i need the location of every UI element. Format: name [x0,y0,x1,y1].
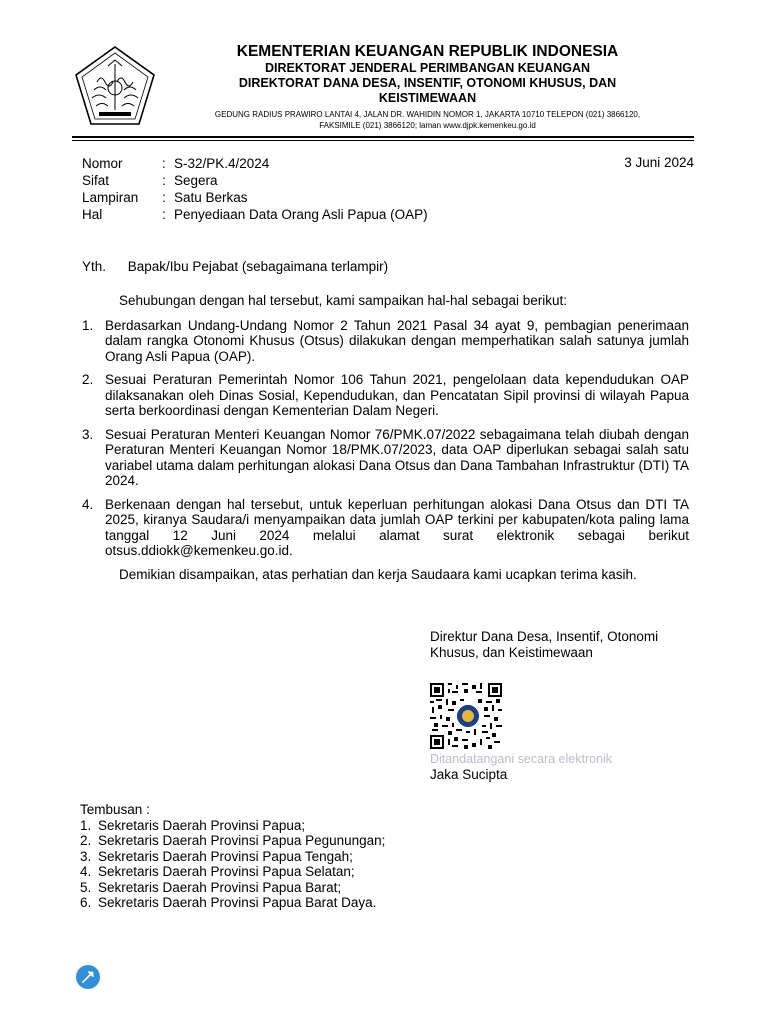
directorate-name-line2: KEISTIMEWAAN [378,91,477,105]
list-item [80,895,385,911]
cc-item-text: Sekretaris Daerah Provinsi Papua Tengah; [98,848,353,864]
cc-item-text: Sekretaris Daerah Provinsi Papua Pegunungan; [98,833,386,848]
qr-code-icon [430,683,502,749]
signatory-title [430,629,690,661]
carbon-copy-list [80,802,385,911]
letterhead-divider-thin [72,140,694,141]
letter-meta [82,155,694,223]
cc-item-number: 3. [80,848,92,864]
list-item-text: Berdasarkan Undang-Undang Nomor 2 Tahun 2021 Pasal 34 ayat 9, pembagian penerimaan dalam rangka Otonomi Khusus (Otsus) dilakukan dengan memperhatikan salah satunya jumlah Orang Asli Papua (OAP). [105,317,689,364]
closing-paragraph: Demikian disampaikan, atas perhatian dan kerja Saudaara kami ucapkan terima kasih. [119,566,637,582]
list-item [82,497,689,559]
meta-row-sifat [82,172,694,189]
cc-item-number: 1. [80,817,92,833]
cc-item-number: 2. [80,833,92,848]
meta-row-nomor [82,155,694,172]
list-item-text: Berkenaan dengan hal tersebut, untuk keperluan perhitungan alokasi Dana Otsus dan DTI TA 2025, kiranya Saudara/i menyampaikan data jumlah OAP terkini per kabupaten/kota paling lama tanggal 12 Juni 2024 melalui alamat surat elektronik sebagai berikut otsus.ddiokk@kemenkeu.go.id. [105,496,689,558]
electronic-signature-note: Ditandatangani secara elektronik [430,752,613,766]
ministry-name: KEMENTERIAN KEUANGAN REPUBLIK INDONESIA [236,43,619,60]
intro-paragraph: Sehubungan dengan hal tersebut, kami sampaikan hal-hal sebagai berikut: [119,293,568,308]
meta-row-hal [82,206,694,223]
meta-key: Sifat [82,173,110,188]
list-item-number: 4. [82,496,94,512]
directorate-general-name: DIREKTORAT JENDERAL PERIMBANGAN KEUANGAN [264,61,591,75]
cc-item-text: Sekretaris Daerah Provinsi Papua; [98,817,306,833]
office-address-line2: FAKSIMILE (021) 3866120; laman www.djpk.kemenkeu.go.id [319,121,536,130]
signatory-title-line1: Direktur Dana Desa, Insentif, Otonomi [430,629,659,644]
list-item [80,849,385,865]
letter-date: 3 Juni 2024 [624,155,694,170]
office-address-line1: GEDUNG RADIUS PRAWIRO LANTAI 4, JALAN DR. WAHIDIN NOMOR 1, JAKARTA 10710 TELEPON (021) 3866120, [214,110,641,119]
list-item [80,880,385,896]
meta-row-lampiran [82,189,694,206]
meta-key: Nomor [82,156,123,171]
cc-label: Tembusan : [80,802,150,817]
list-item [82,372,689,419]
meta-colon: : [162,207,166,222]
ministry-emblem-icon [72,44,158,130]
cc-item-number: 4. [80,864,92,879]
list-item [80,818,385,834]
list-item-text: Sesuai Peraturan Menteri Keuangan Nomor 76/PMK.07/2022 sebagaimana telah diubah dengan Peraturan Menteri Keuangan Nomor 18/PMK.07/2023, data OAP diperlukan sebagai salah satu variabel utama dalam perhitungan alokasi Dana Otsus dan Dana Tambahan Infrastruktur (DTI) TA 2024. [105,426,689,488]
letterhead-divider [72,136,694,138]
meta-value-sifat: Segera [174,173,218,188]
cc-item-text: Sekretaris Daerah Provinsi Papua Barat Daya. [98,895,377,910]
meta-value-lampiran: Satu Berkas [174,190,248,205]
meta-value-hal: Penyediaan Data Orang Asli Papua (OAP) [174,207,428,222]
letter-body [82,293,689,582]
signatory-title-line2: Khusus, dan Keistimewaan [430,645,593,660]
list-item [80,864,385,880]
recipient-address: Bapak/Ibu Pejabat (sebagaimana terlampir) [127,259,389,274]
list-item [82,427,689,489]
list-item-number: 2. [82,372,94,387]
meta-colon: : [162,190,166,205]
meta-colon: : [162,173,166,188]
letterhead [175,42,680,131]
list-item [82,318,689,365]
meta-key: Lampiran [82,190,139,205]
pen-badge-icon[interactable] [76,965,100,989]
list-item-number: 3. [82,426,94,442]
directorate-name-line1: DIREKTORAT DANA DESA, INSENTIF, OTONOMI KHUSUS, DAN [238,76,617,90]
meta-value-nomor: S-32/PK.4/2024 [174,156,270,171]
meta-colon: : [162,156,166,171]
list-item-number: 1. [82,317,94,333]
cc-item-number: 5. [80,879,92,895]
list-item-text: Sesuai Peraturan Pemerintah Nomor 106 Tahun 2021, pengelolaan data kependudukan OAP dilaksanakan oleh Dinas Sosial, Kependudukan, dan Pencatatan Sipil provinsi di wilayah Papua serta berkoordinasi dengan Kementerian Dalam Negeri. [105,372,689,418]
cc-item-number: 6. [80,895,92,910]
recipient [82,258,388,275]
list-item [80,833,385,849]
signatory-name: Jaka Sucipta [430,767,508,782]
salutation: Yth. [82,259,107,274]
cc-item-text: Sekretaris Daerah Provinsi Papua Selatan; [98,864,355,879]
cc-item-text: Sekretaris Daerah Provinsi Papua Barat; [98,879,342,895]
meta-key: Hal [82,207,103,222]
